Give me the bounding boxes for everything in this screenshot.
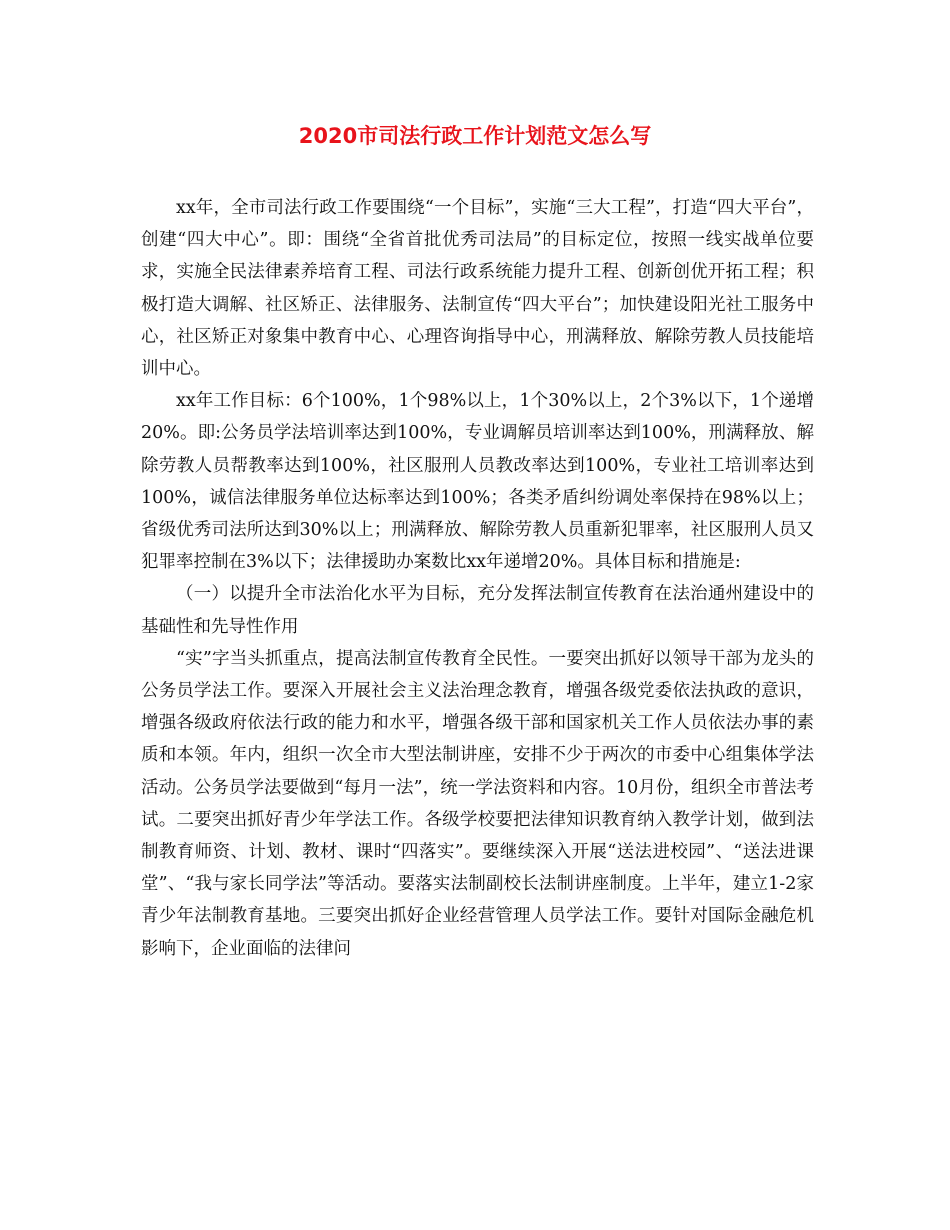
document-body	[141, 192, 814, 965]
document-title: 2020市司法行政工作计划范文怎么写	[298, 124, 652, 148]
paragraph: xx年工作目标：6个100%，1个98%以上，1个30%以上，2个3%以下，1个递增20%。即:公务员学法培训率达到100%，专业调解员培训率达到100%，刑满释放、解除劳教人员帮教率达到100%，社区服刑人员教改率达到100%，专业社工培训率达到100%，诚信法律服务单位达标率达到100%；各类矛盾纠纷调处率保持在98%以上；省级优秀司法所达到30%以上；刑满释放、解除劳教人员重新犯罪率，社区服刑人员又犯罪率控制在3%以下；法律援助办案数比xx年递增20%。具体目标和措施是:	[141, 391, 814, 573]
paragraph: “实”字当头抓重点，提高法制宣传教育全民性。一要突出抓好以领导干部为龙头的公务员学法工作。要深入开展社会主义法治理念教育，增强各级党委依法执政的意识，增强各级政府依法行政的能力和水平，增强各级干部和国家机关工作人员依法办事的素质和本领。年内，组织一次全市大型法制讲座，安排不少于两次的市委中心组集体学法活动。公务员学法要做到“每月一法”，统一学法资料和内容。10月份，组织全市普法考试。二要突出抓好青少年学法工作。各级学校要把法律知识教育纳入教学计划，做到法制教育师资、计划、教材、课时“四落实”。要继续深入开展“送法进校园”、“送法进课堂”、“我与家长同学法”等活动。要落实法制副校长法制讲座制度。上半年，建立1-2家青少年法制教育基地。三要突出抓好企业经营管理人员学法工作。要针对国际金融危机影响下，企业面临的法律问	[141, 648, 814, 959]
section-heading: （一）以提升全市法治化水平为目标，充分发挥法制宣传教育在法治通州建设中的基础性和先导性作用	[141, 584, 814, 637]
paragraph: xx年，全市司法行政工作要围绕“一个目标”，实施“三大工程”，打造“四大平台”，创建“四大中心”。即：围绕“全省首批优秀司法局”的目标定位，按照一线实战单位要求，实施全民法律素养培育工程、司法行政系统能力提升工程、创新创优开拓工程；积极打造大调解、社区矫正、法律服务、法制宣传“四大平台”；加快建设阳光社工服务中心，社区矫正对象集中教育中心、心理咨询指导中心，刑满释放、解除劳教人员技能培训中心。	[141, 198, 814, 380]
